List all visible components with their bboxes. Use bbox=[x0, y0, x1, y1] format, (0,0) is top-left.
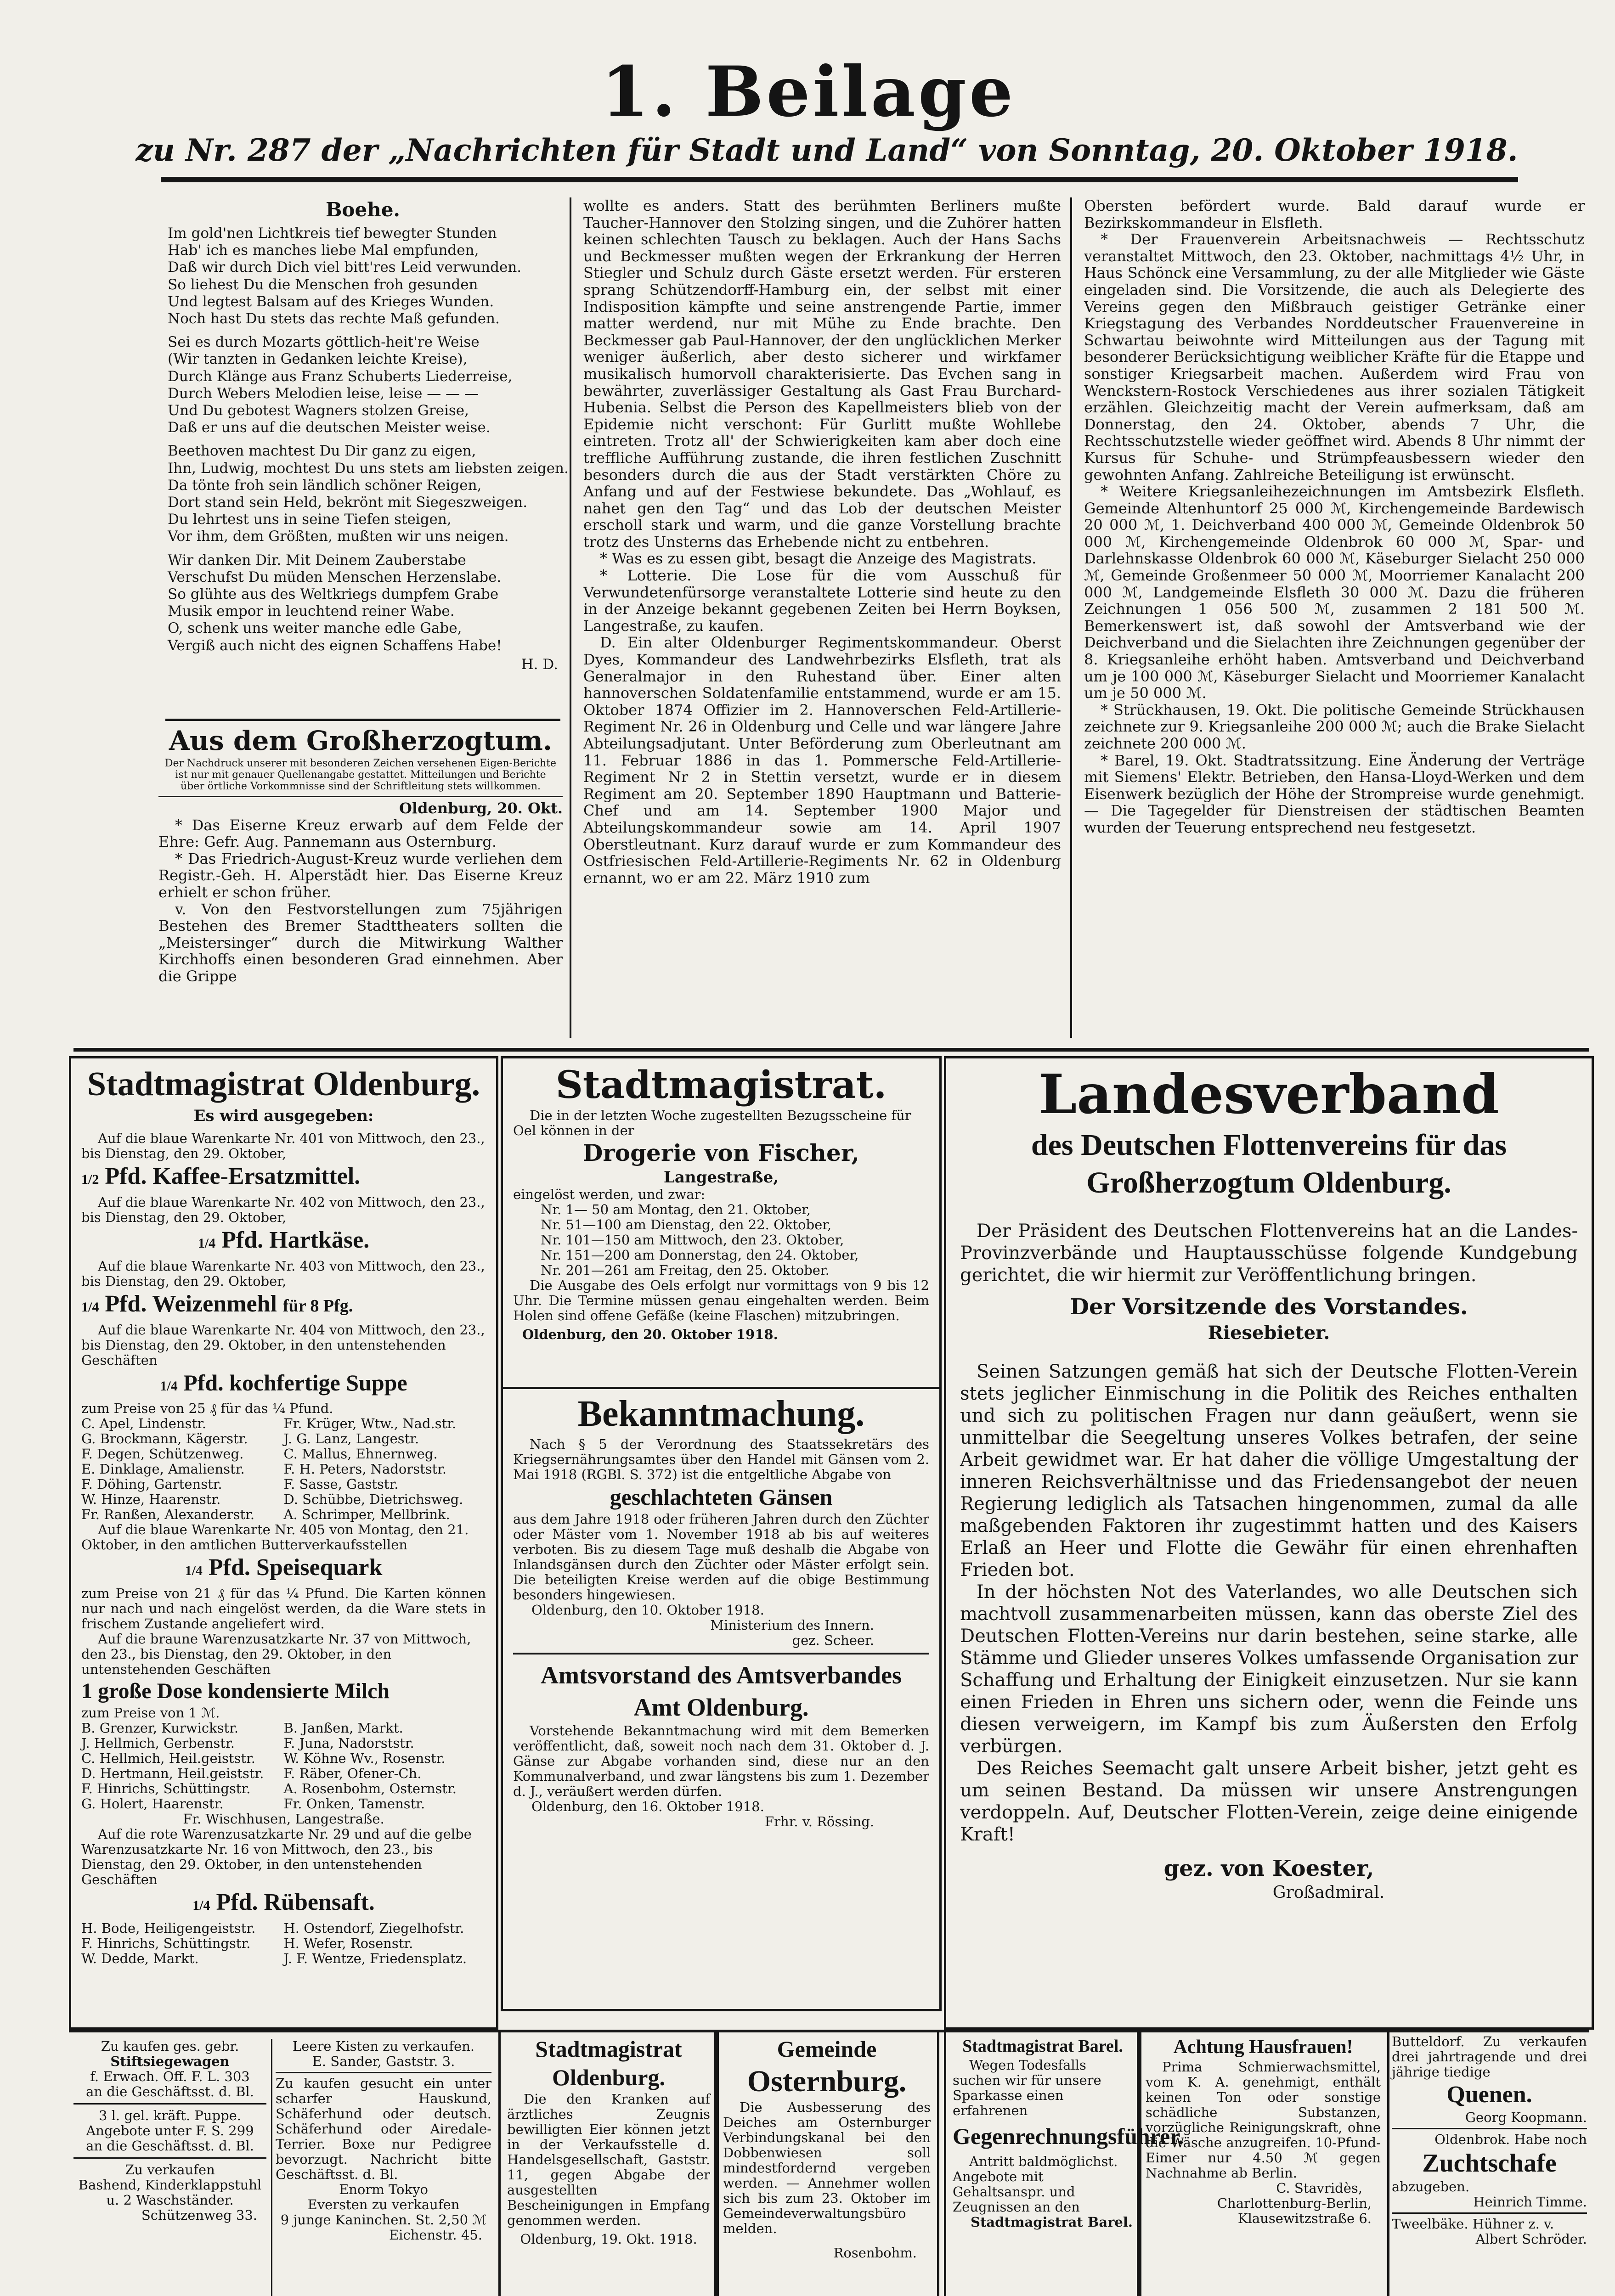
shop-entry: Fr. Ranßen, Alexanderstr. bbox=[81, 1507, 255, 1522]
ad-landesverband-flottenverein bbox=[944, 1056, 1594, 2030]
ad5-t2: Seinen Satzungen gemäß hat sich der Deutsche Flotten-Verein stets jeglicher Einmischung in die Politik des Reiches enthalten und sich zu politischen Fragen nur dann geäußert, wenn sie unmittelbar die Seegeltung unseres Volkes betrafen, der seine Arbeit gewidmet war. Er hat daher die völlige Umgestaltung der inneren Reichsverhältnisse und das Friedensangebot der neuen Regierung lediglich als Tatsachen hingenommen, zumal da alle maßgebenden Faktoren ihr zugestimmt hatten und des Kaisers Erlaß an Heer und Flotte die Gewähr für einen ehrenhaften Frieden bot. bbox=[960, 1361, 1578, 1581]
poem-line: Da tönte froh sein ländlich schöner Reigen, bbox=[168, 477, 482, 494]
poem-line: Musik empor in leuchtend reiner Wabe. bbox=[168, 603, 455, 620]
ad-line: Angebote unter F. S. 299 bbox=[86, 2123, 254, 2138]
fraction: 1/4 bbox=[81, 1300, 99, 1315]
rightcol-p2: * Der Frauenverein Arbeitsnachweis — Rechtsschutz veranstaltet Mittwoch, den 23. Oktober, nachmittags 4½ Uhr, in Haus Schönck eine Versammlung, zu der alle Mitglieder wie Gäste eingeladen sind. Die Vorsitzende, die auch als Delegierte des Vereins gegen den Mißbrauch geistiger Getränke einer Kriegstagung des Verbandes Norddeutscher Frauenvereine in Schwartau beiwohnte wird Mitteilungen aus der Tagung mit besonderer Berücksichtigung weiblicher Kräfte für die Etappe und sonstiger Kriegsarbeit machen. Außerdem wird Frau von Wenckstern-Rostock Verschiedenes aus ihrer sozialen Tätigkeit erzählen. Gleichzeitig macht der Verein aufmerksam, daß am Donnerstag, den 24. Oktober, abends 7 Uhr, die Rechtsschutzstelle wieder geöffnet wird. Abends 8 Uhr nimmt der Kursus für Schuhe- und Strümpfeausbessern wieder den gewohnten Anfang. Zahlreiche Beteiligung ist erwünscht. bbox=[1084, 231, 1585, 484]
schedule-row: Nr. 51—100 am Dienstag, den 22. Oktober, bbox=[541, 1217, 832, 1232]
col-rule-2 bbox=[1070, 197, 1072, 1038]
shop-row bbox=[81, 1736, 486, 1751]
ad-title: Achtung Hausfrauen! bbox=[1173, 2037, 1353, 2058]
poem-line: Vor ihm, dem Größten, mußten wir uns neigen. bbox=[168, 528, 509, 545]
fraction: 1/4 bbox=[198, 1236, 216, 1251]
col-rule-1 bbox=[570, 197, 571, 1038]
ad1-i4-price: zum Preise von 25 ₰ für das ¼ Pfund. bbox=[81, 1401, 333, 1416]
ad1-i4-pre: Auf die blaue Warenkarte Nr. 404 von Mittwoch, den 23., bis Dienstag, den 29. Oktober, in den untenstehenden Geschäften bbox=[81, 1322, 485, 1368]
poem-line: Noch hast Du stets das rechte Maß gefunden. bbox=[168, 310, 500, 327]
ad2-shop: Drogerie von Fischer, bbox=[583, 1139, 859, 1166]
ad-sig: Heinrich Timme. bbox=[1473, 2194, 1587, 2210]
ad-divider bbox=[1392, 2128, 1587, 2129]
ad1-shoplist-2-extra: Fr. Wischhusen, Langestraße. bbox=[183, 1811, 384, 1827]
shop-entry: Fr. Krüger, Wtw., Nad.str. bbox=[283, 1416, 457, 1431]
ad-line: f. Erwach. Off. F. L. 303 bbox=[90, 2069, 250, 2084]
shop-entry: G. Holert, Haarenstr. bbox=[81, 1796, 224, 1812]
fraction: 1/4 bbox=[192, 1898, 210, 1913]
grossherzog-p3: v. Von den Festvorstellungen zum 75jährigen Bestehen des Bremer Stadttheaters sollten die „Meistersinger“ durch die Mitwirkung Walther Kirchhoffs einen besonderen Grad einnehmen. Aber die Grippe bbox=[158, 900, 563, 985]
midcol-p2: * Was es zu essen gibt, besagt die Anzeige des Magistrats. bbox=[600, 550, 1037, 568]
shop-entry: J. F. Wentze, Friedensplatz. bbox=[283, 1951, 467, 1966]
ad-sig: Rosenbohm. bbox=[833, 2245, 917, 2261]
ad4-sig: Frhr. v. Rössing. bbox=[765, 1814, 874, 1829]
ad1-i6-pre: Auf die braune Warenzusatzkarte Nr. 37 von Mittwoch, den 23., bis Dienstag, den 29. Oktober, in den untenstehenden Geschäften bbox=[81, 1631, 471, 1677]
ad-sig: C. Stavridès, bbox=[1276, 2180, 1362, 2196]
shop-entry: F. H. Peters, Nadorststr. bbox=[283, 1461, 447, 1477]
shop-entry: E. Dinklage, Amalienstr. bbox=[81, 1461, 245, 1477]
ad2-rows bbox=[541, 1202, 929, 1278]
ad-title: Gemeinde bbox=[777, 2036, 877, 2062]
ad1-shoplist-2 bbox=[81, 1721, 486, 1812]
ad-text: Tweelbäke. Hühner z. v. bbox=[1392, 2216, 1554, 2232]
ad-line: 9 junge Kaninchen. St. 2,50 ℳ bbox=[280, 2212, 487, 2228]
ad5-rank: Großadmiral. bbox=[1272, 1883, 1385, 1902]
ad1-i1 bbox=[81, 1161, 486, 1195]
shop-entry: C. Mallus, Ehnernweg. bbox=[283, 1446, 438, 1462]
ad1-title: Stadtmagistrat Oldenburg. bbox=[87, 1065, 480, 1103]
shop-entry: D. Schübbe, Dietrichsweg. bbox=[283, 1491, 463, 1507]
shop-row bbox=[81, 1766, 486, 1781]
ad-line: Bashend, Kinderklappstuhl bbox=[78, 2177, 262, 2193]
ad-text: Die Ausbesserung des Deiches am Osternburger Verbindungskanal bei den Dobbenwiesen soll mindestfordernd vergeben werden. — Annehmer wollen sich bis zum 23. Oktober im Gemeindeverwaltungsbüro melden. bbox=[723, 2099, 931, 2236]
ad3-sig1: Ministerium des Innern. bbox=[710, 1617, 874, 1633]
small-ad-divider bbox=[271, 2039, 272, 2296]
poem-stanza-3 bbox=[168, 443, 569, 545]
ad-line: Stiftsiegewagen bbox=[110, 2054, 230, 2069]
ad3-t1: Nach § 5 der Verordnung des Staatssekretärs des Kriegsernährungsamtes über den Handel mit Gänsen vom 2. Mai 1918 (RGBl. S. 372) ist die entgeltliche Abgabe von bbox=[513, 1436, 929, 1482]
ad-small-1 bbox=[73, 2039, 266, 2296]
ad2-title: Stadtmagistrat. bbox=[555, 1063, 887, 1107]
shop-row bbox=[81, 1951, 486, 1966]
ad4-t1: Vorstehende Bekanntmachung wird mit dem Bemerken veröffentlicht, daß, soweit noch nach dem 31. Oktober d. J. Gänse zur Abgabe vorhanden sind, diese nur an den Kommunalverband, und zwar längstens bis zum 1. Dezember d. J., veräußert werden dürfen. bbox=[513, 1723, 929, 1799]
ad-sig: Klausewitzstraße 6. bbox=[1237, 2211, 1372, 2226]
ad-line: Zu kaufen gesucht ein unter scharfer Hauskund, Schäferhund oder deutsch. Schäferhund oder Airedale-Terrier. Boxe nur Pedigree bevorzugt. Nachricht bitte Geschäftsst. d. Bl. bbox=[276, 2076, 491, 2182]
poem-line: Ihn, Ludwig, mochtest Du uns stets am liebsten zeigen. bbox=[168, 460, 569, 477]
shop-entry: A. Schrimper, Mellbrink. bbox=[283, 1507, 450, 1522]
shop-entry: C. Hellmich, Heil.geiststr. bbox=[81, 1750, 255, 1766]
shop-entry: B. Janßen, Markt. bbox=[283, 1720, 403, 1736]
schedule-row: Nr. 201—261 am Freitag, den 25. Oktober. bbox=[541, 1262, 830, 1278]
ad1-i5 bbox=[81, 1553, 486, 1586]
ad-text: Butteldorf. Zu verkaufen drei jahrtragende und drei jährige tiedige bbox=[1392, 2034, 1587, 2080]
item: Pfd. Kaffee-Ersatzmittel. bbox=[105, 1163, 361, 1189]
ad1-i1-pre: Auf die blaue Warenkarte Nr. 401 von Mittwoch, den 23., bis Dienstag, den 29. Oktober, bbox=[81, 1131, 485, 1161]
shop-entry: D. Hertmann, Heil.geiststr. bbox=[81, 1766, 264, 1781]
grossherzog-dateline: Oldenburg, 20. Okt. bbox=[399, 799, 563, 817]
ad2-date: Oldenburg, den 20. Oktober 1918. bbox=[522, 1327, 778, 1342]
ad1-i5-text: zum Preise von 21 ₰ für das ¼ Pfund. Die Karten können nur nach und nach eingelöst werden, da die Ware stets in frischem Zustande angeliefert wird. bbox=[81, 1586, 486, 1632]
item: Pfd. Speisequark bbox=[208, 1554, 383, 1581]
shop-row bbox=[81, 1492, 486, 1507]
midcol-p1: wollte es anders. Statt des berühmten Berliners mußte Taucher-Hannover den Stolzing singen, und die Zuhörer hatten keinen schlechten Tausch zu beklagen. Auch der Hans Sachs und Beckmesser mußten wegen der Erkrankung der Herren Stiegler und Schulz durch Gäste ersetzt werden. Für ersteren sprang Schützendorff-Hamburg ein, der selbst mit einer Indisposition kämpfte und seine anstrengende Partie, immer matter werdend, nur mit Mühe zu Ende brachte. Den Beckmesser gab Paul-Hannover, der den unglücklichen Merker weniger äußerlich, aber desto sicherer und wirkfamer musikalisch humorvoll charakterisierte. Das Evchen sang in bewährter, zuverlässiger Gestaltung als Gast Frau Burchard-Hubenia. Selbst die Person des Kapellmeisters blieb von der Epidemie nicht verschont: Für Gurlitt mußte Wohllebe eintreten. Trotz all' der Schwierigkeiten kam aber doch eine treffliche Aufführung zustande, die ihren festlichen Zuschnitt besonders durch die aus der Stadt verstärkten Chöre zu Anfang und auf der Festwiese bekundete. Das „Wohlauf, es nahet gen den Tag“ und das Lob der deutschen Meister erscholl stark und warm, und die ganze Vorstellung brachte trotz des Unsterns das Erhebende nicht zu entbehren. bbox=[583, 197, 1061, 551]
midcol-p4: D. Ein alter Oldenburger Regimentskommandeur. Oberst Dyes, Kommandeur des Landwehrbezirks Elsfleth, trat als Generalmajor in den Ruhestand über. Einer alten hannoverschen Soldatenfamilie entstammend, wurde er am 15. Oktober 1874 Offizier im 2. Hannoverschen Feld-Artillerie-Regiment Nr. 26 in Oldenburg und Celle und war längere Jahre Abteilungsadjutant. Unter Beförderung zum Oberleutnant am 11. Februar 1886 in das 1. Pommersche Feld-Artillerie-Regiment Nr 2 in Stettin versetzt, wurde er in diesem Regiment am 20. September 1890 Hauptmann und Batterie-Chef und am 14. September 1900 Major und Abteilungskommandeur sowie am 14. April 1907 Oberstleutnant. Kurz darauf wurde er zum Kommandeur des Ostfriesischen Feld-Artillerie-Regiments Nr. 62 in Oldenburg ernannt, wo er am 22. März 1910 zum bbox=[583, 634, 1061, 887]
shop-entry: H. Bode, Heiligengeiststr. bbox=[81, 1920, 256, 1936]
item: Pfd. Rübensaft. bbox=[216, 1889, 375, 1915]
poem-stanza-1 bbox=[168, 225, 558, 327]
poem-divider bbox=[165, 719, 560, 721]
ad3-item: geschlachteten Gänsen bbox=[610, 1484, 833, 1510]
poem-line: Dort stand sein Held, bekrönt mit Siegeszweigen. bbox=[168, 494, 528, 511]
item: Pfd. Weizenmehl bbox=[105, 1291, 277, 1317]
ad-small-2 bbox=[276, 2039, 491, 2296]
ad5-name: Riesebieter. bbox=[1208, 1322, 1330, 1344]
ad-line: Eversten zu verkaufen bbox=[307, 2197, 460, 2212]
right-column bbox=[1084, 197, 1585, 1038]
ad3-sig2: gez. Scheer. bbox=[792, 1632, 874, 1648]
ad1-i2-pre: Auf die blaue Warenkarte Nr. 402 von Mittwoch, den 23., bis Dienstag, den 29. Oktober, bbox=[81, 1194, 485, 1225]
ad4-title1: Amtsvorstand des Amtsverbandes bbox=[540, 1661, 902, 1689]
ad2-t1: Die in der letzten Woche zugestellten Bezugsscheine für Oel können in der bbox=[513, 1108, 911, 1138]
schedule-row: Nr. 101—150 am Mittwoch, den 23. Oktober, bbox=[541, 1232, 844, 1248]
fraction: 1/4 bbox=[185, 1563, 203, 1578]
shop-entry: W. Köhne Wv., Rosenstr. bbox=[283, 1750, 446, 1766]
ad-date: Oldenburg, 19. Okt. 1918. bbox=[520, 2231, 697, 2247]
ad-text: Prima Schmierwachsmittel, vom K. A. genehmigt, enthält keinen Ton oder sonstige schädliche Substanzen, vorzügliche Reinigungskraft, ohne die Wäsche anzugreifen. 10-Pfund-Eimer nur 4.50 ℳ gegen Nachnahme ab Berlin. bbox=[1146, 2059, 1381, 2181]
shop-entry: J. G. Lanz, Langestr. bbox=[283, 1431, 419, 1446]
poem-line: Wir danken Dir. Mit Deinem Zauberstabe bbox=[168, 551, 466, 568]
ad-line: Eichenstr. 45. bbox=[389, 2227, 482, 2243]
poem-line: Daß wir durch Dich viel bitt'res Leid verwunden. bbox=[168, 259, 522, 276]
poem-stanza-4 bbox=[168, 552, 558, 654]
shop-row bbox=[81, 1477, 486, 1492]
shop-entry: F. Hinrichs, Schüttingstr. bbox=[81, 1936, 251, 1951]
shop-row bbox=[81, 1936, 486, 1951]
poem-line: So glühte aus des Weltkriegs dumpfem Grabe bbox=[168, 586, 499, 603]
shop-entry: F. Juna, Nadorststr. bbox=[283, 1735, 414, 1751]
ad5-t4: Des Reiches Seemacht galt unsere Arbeit bisher, jetzt geht es um seinen Bestand. Da müssen wir unsere Anstrengungen verdoppeln. Auf, Deutscher Flotten-Verein, zeige deine einigende Kraft! bbox=[960, 1758, 1578, 1845]
ad1-i3 bbox=[81, 1289, 486, 1322]
ad-sig: Georg Koopmann. bbox=[1465, 2110, 1587, 2125]
ad-stadtmagistrat-oldenburg bbox=[69, 1056, 498, 2030]
shop-entry: F. Räber, Ofener-Ch. bbox=[283, 1766, 422, 1781]
poem-line: Hab' ich es manches liebe Mal empfunden, bbox=[168, 242, 479, 259]
ad-stadtmagistrat-oel bbox=[501, 1056, 942, 1389]
ad5-title2: des Deutschen Flottenvereins für das Großherzogtum Oldenburg. bbox=[1031, 1128, 1507, 1199]
ad-sig: Charlottenburg-Berlin, bbox=[1217, 2195, 1372, 2211]
poem-line: (Wir tanzten in Gedanken leichte Kreise), bbox=[168, 351, 468, 368]
poem-line: Und Du gebotest Wagners stolzen Greise, bbox=[168, 402, 469, 419]
poem-line: Sei es durch Mozarts göttlich-heit're Weise bbox=[168, 334, 480, 351]
poem-line: Beethoven machtest Du Dir ganz zu eigen, bbox=[168, 443, 476, 460]
poem-column bbox=[168, 197, 569, 716]
ad1-i4 bbox=[81, 1368, 486, 1401]
ad-sig: Stadtmagistrat Barel. bbox=[971, 2214, 1133, 2230]
section-rule bbox=[73, 1048, 1589, 1052]
ad-small-quenen bbox=[1392, 2034, 1587, 2296]
grossherzog-p2: * Das Friedrich-August-Kreuz wurde verliehen dem Registr.-Geh. H. Alperstädt hier. Das Eiserne Kreuz erhielt er schon früher. bbox=[158, 850, 563, 901]
shop-row bbox=[81, 1781, 486, 1796]
poem-stanza-2 bbox=[168, 334, 558, 436]
midcol-p3: * Lotterie. Die Lose für die vom Ausschuß für Verwundetenfürsorge veranstaltete Lotterie sind heute zu den in der Anzeige bekannt gegebenen Zeiten bei Herrn Boyksen, Langestraße, zu kaufen. bbox=[583, 567, 1061, 635]
middle-column bbox=[583, 197, 1061, 1038]
schedule-row: Nr. 151—200 am Donnerstag, den 24. Oktober, bbox=[541, 1247, 859, 1263]
beilage-title: 1. Beilage bbox=[601, 51, 1016, 132]
ad-divider bbox=[1392, 2212, 1587, 2214]
ad-line: Zu kaufen ges. gebr. bbox=[101, 2038, 239, 2054]
ad4-title2: Amt Oldenburg. bbox=[633, 1694, 809, 1721]
grossherzog-note-rule bbox=[158, 796, 563, 797]
ad3-date: Oldenburg, den 10. Oktober 1918. bbox=[531, 1602, 764, 1618]
ad-text: Wegen Todesfalls suchen wir für unsere Sparkasse einen erfahrenen bbox=[953, 2057, 1101, 2118]
shop-entry: W. Hinze, Haarenstr. bbox=[81, 1491, 221, 1507]
ad1-i3-pre: Auf die blaue Warenkarte Nr. 403 von Mittwoch, den 23., bis Dienstag, den 29. Oktober, bbox=[81, 1258, 485, 1289]
ad-divider bbox=[73, 2157, 266, 2159]
ad-title: Osternburg. bbox=[747, 2065, 907, 2098]
ad2-t3: Die Ausgabe des Oels erfolgt nur vormittags von 9 bis 12 Uhr. Die Termine müssen genau eingehalten werden. Beim Holen sind offene Gefäße (keine Flaschen) mitzubringen. bbox=[513, 1277, 929, 1323]
shop-entry: F. Sasse, Gaststr. bbox=[283, 1476, 399, 1492]
ad-line: E. Sander, Gaststr. 3. bbox=[312, 2054, 455, 2069]
shop-row bbox=[81, 1431, 486, 1446]
item: Pfd. kochfertige Suppe bbox=[183, 1370, 407, 1396]
ad-title: Oldenburg. bbox=[552, 2065, 665, 2090]
ad-bekanntmachung bbox=[501, 1387, 942, 2011]
rightcol-p5: * Barel, 19. Okt. Stadtratssitzung. Eine Änderung der Verträge mit Siemens' Elektr. Betrieben, den Hansa-Lloyd-Werken und dem Eisenwerk bezüglich der Höhe der Strompreise wurde genehmigt. — Die Tagegelder für Dienstreisen der städtischen Beamten wurden der Teuerung entsprechend neu festgesetzt. bbox=[1084, 751, 1585, 836]
poem-line: Daß er uns auf die deutschen Meister weise. bbox=[168, 419, 491, 436]
ad1-shoplist-3 bbox=[81, 1921, 486, 1966]
ad-divider bbox=[276, 2072, 491, 2073]
shop-entry: F. Hinrichs, Schüttingstr. bbox=[81, 1781, 251, 1796]
ad-text: Oldenbrok. Habe noch bbox=[1434, 2132, 1587, 2147]
ad5-title1: Landesverband bbox=[1039, 1062, 1499, 1126]
masthead-rule bbox=[161, 177, 1518, 182]
shop-entry: Fr. Onken, Tamenstr. bbox=[283, 1796, 425, 1812]
ad-item: Quenen. bbox=[1446, 2082, 1532, 2108]
shop-row bbox=[81, 1921, 486, 1936]
fraction: 1/2 bbox=[81, 1172, 99, 1187]
shop-row bbox=[81, 1507, 486, 1522]
ad-title: Stadtmagistrat bbox=[535, 2036, 682, 2062]
rightcol-p4: * Strückhausen, 19. Okt. Die politische Gemeinde Strückhausen zeichnete zur 9. Kriegsanleihe 200 000 ℳ; auch die Brake Sielacht zeichnete 200 000 ℳ. bbox=[1084, 701, 1585, 752]
ad3-rule bbox=[513, 1653, 929, 1654]
ad-line: an die Geschäftsst. d. Bl. bbox=[86, 2084, 254, 2099]
ad2-street: Langestraße, bbox=[663, 1168, 779, 1187]
ad-small-hausfrauen bbox=[1137, 2030, 1389, 2296]
ad3-t2: aus dem Jahre 1918 oder früheren Jahren durch den Züchter oder Mäster vom 1. November 1918 ab bis auf weiteres verboten. Bis zu diesem Tage muß deshalb die Abgabe von Inlandsgänsen durch den Züchter oder Mäster erfolgt sein. Die beteiligten Kreise werden auf die obige Bestimmung besonders hingewiesen. bbox=[513, 1511, 929, 1603]
ad-small-magistrat-eier bbox=[498, 2030, 719, 2296]
issue-subtitle: zu Nr. 287 der „Nachrichten für Stadt und Land“ von Sonntag, 20. Oktober 1918. bbox=[136, 132, 1518, 168]
shop-entry: W. Dedde, Markt. bbox=[81, 1951, 199, 1966]
ad-text: Die den Kranken auf ärztliches Zeugnis bewilligten Eier können jetzt in der Verkaufsstelle d. Handelsgesellschaft, Gaststr. 11, gegen Abgabe der ausgestellten Bescheinigungen in Empfang genommen werden. bbox=[507, 2091, 710, 2228]
poem-title: Boehe. bbox=[325, 198, 401, 221]
shop-row bbox=[81, 1796, 486, 1812]
shop-entry: A. Rosenbohm, Osternstr. bbox=[283, 1781, 457, 1796]
schedule-row: Nr. 1— 50 am Montag, den 21. Oktober, bbox=[541, 1202, 811, 1217]
poem-line: Durch Webers Melodien leise, leise — — — bbox=[168, 385, 479, 402]
ad1-i2 bbox=[81, 1225, 486, 1259]
fraction: 1/4 bbox=[160, 1379, 178, 1394]
poem-line: Durch Klänge aus Franz Schuberts Liederreise, bbox=[168, 368, 513, 385]
poem-line: Verschufst Du müden Menschen Herzenslabe. bbox=[168, 568, 502, 585]
shop-entry: F. Döhing, Gartenstr. bbox=[81, 1476, 222, 1492]
ad-line: 3 l. gel. kräft. Puppe. bbox=[98, 2108, 242, 2123]
ad1-shoplist-1 bbox=[81, 1416, 486, 1522]
ad-small-osternburg bbox=[714, 2030, 939, 2296]
rightcol-p3: * Weitere Kriegsanleihezeichnungen im Amtsbezirk Elsfleth. Gemeinde Altenhuntorf 25 000 ℳ, Kirchengemeinde Bardewisch 20 000 ℳ, 1. Deichverband 400 000 ℳ, Gemeinde Oldenbrok 50 000 ℳ, Kirchengemeinde Oldenbrok 60 000 ℳ, Spar- und Darlehnskasse Oldenbrok 60 000 ℳ, Käseburger Sielacht 250 000 ℳ, Gemeinde Großenmeer 50 000 ℳ, Moorriemer Kanalacht 200 000 ℳ, Landgemeinde Elsfleth 30 000 ℳ. Dazu die früheren Zeichnungen 1 056 500 ℳ, zusammen 2 181 500 ℳ. Bemerkenswert ist, daß sowohl der Amtsverband wie der Deichverband und die Sielachten ihre Zeichnungen gegenüber der 8. Kriegsanleihe erhöht haben. Amtsverband und Deichverband um je 100 000 ℳ, Käseburger Sielacht und Moorriemer Kanalacht um je 50 000 ℳ. bbox=[1084, 483, 1585, 702]
shop-row bbox=[81, 1721, 486, 1736]
poem-signature: H. D. bbox=[521, 656, 558, 673]
ad-item: Zuchtschafe bbox=[1422, 2149, 1557, 2178]
poem-line: Du lehrtest uns in seine Tiefen steigen, bbox=[168, 511, 452, 528]
shop-entry: F. Degen, Schützenweg. bbox=[81, 1446, 244, 1462]
ad-line: Schützenweg 33. bbox=[141, 2207, 257, 2223]
ad5-t1: Der Präsident des Deutschen Flottenvereins hat an die Landes-Provinzverbände und Hauptausschüsse folgende Kundgebung gerichtet, die wir hiermit zur Veröffentlichung bringen. bbox=[960, 1221, 1578, 1286]
ad1-i6-price: zum Preise von 1 ℳ. bbox=[81, 1705, 220, 1721]
poem-line: Im gold'nen Lichtkreis tief bewegter Stunden bbox=[168, 225, 497, 242]
ad-line: Zu verkaufen bbox=[125, 2162, 215, 2178]
ad5-t3: In der höchsten Not des Vaterlandes, wo alle Deutschen sich machtvoll zusammenarbeiten müssen, kann das oberste Ziel des Deutschen Flotten-Vereins nur darin bestehen, seine starke, alle Stämme und Glieder unseres Volkes umfassende Organisation zur Schaffung und Erhaltung der Einigkeit einzusetzen. Nur sie kann einen Frieden in Ehren uns sichern oder, wenn die Feinde uns diesen verweigern, im Kampf bis zum Äußersten den Erfolg verbürgen. bbox=[960, 1581, 1578, 1757]
ad-line: u. 2 Waschständer. bbox=[106, 2192, 234, 2208]
poem-line: Vergiß auch nicht des eignen Schaffens Habe! bbox=[168, 637, 502, 654]
ad-small-barel bbox=[944, 2030, 1184, 2296]
ad2-t2: eingelöst werden, und zwar: bbox=[513, 1187, 706, 1202]
ad-line: Leere Kisten zu verkaufen. bbox=[292, 2038, 475, 2054]
shop-entry: H. Wefer, Rosenstr. bbox=[283, 1936, 413, 1951]
shop-entry: C. Apel, Lindenstr. bbox=[81, 1416, 207, 1431]
ad1-i6: 1 große Dose kondensierte Milch bbox=[81, 1679, 390, 1703]
ad-item: Gegenrechnungsführer. bbox=[953, 2123, 1184, 2149]
shop-row bbox=[81, 1416, 486, 1431]
ad-divider bbox=[73, 2103, 266, 2105]
shop-entry: J. Hellmich, Gerbenstr. bbox=[81, 1735, 235, 1751]
ad1-sub: Es wird ausgegeben: bbox=[193, 1107, 374, 1125]
ad-text: abzugeben. bbox=[1392, 2179, 1470, 2195]
shop-row bbox=[81, 1446, 486, 1462]
shop-row bbox=[81, 1462, 486, 1477]
rightcol-p1: Obersten befördert wurde. Bald darauf wurde er Bezirkskommandeur in Elsfleth. bbox=[1084, 197, 1585, 231]
ad5-chair: Der Vorsitzende des Vorstandes. bbox=[1070, 1294, 1468, 1320]
ad-title: Stadtmagistrat Barel. bbox=[962, 2037, 1123, 2056]
ad-sig: Albert Schröder. bbox=[1475, 2231, 1587, 2247]
ad5-sig: gez. von Koester, bbox=[1163, 1856, 1374, 1881]
grossherzog-p1: * Das Eiserne Kreuz erwarb auf dem Felde der Ehre: Gefr. Aug. Pannemann aus Osternburg. bbox=[158, 816, 563, 851]
grossherzog-section bbox=[158, 726, 563, 1047]
ad-line: Enorm Tokyo bbox=[339, 2182, 428, 2197]
price: für 8 Pfg. bbox=[282, 1296, 353, 1316]
shop-row bbox=[81, 1751, 486, 1766]
poem-line: So liehest Du die Menschen froh gesunden bbox=[168, 276, 478, 293]
ad1-i7-pre: Auf die rote Warenzusatzkarte Nr. 29 und auf die gelbe Warenzusatzkarte Nr. 16 von Mittwoch, den 23., bis Dienstag, den 29. Oktober, in den untenstehenden Geschäften bbox=[81, 1826, 472, 1887]
shop-entry: G. Brockmann, Kägerstr. bbox=[81, 1431, 248, 1446]
item: Pfd. Hartkäse. bbox=[221, 1227, 370, 1253]
poem-line: O, schenk uns weiter manche edle Gabe, bbox=[168, 620, 462, 637]
ad3-title: Bekanntmachung. bbox=[577, 1394, 865, 1434]
ad-text: Antritt baldmöglichst. Angebote mit Gehaltsanspr. und Zeugnissen an den bbox=[953, 2154, 1118, 2215]
ad1-i5-pre: Auf die blaue Warenkarte Nr. 405 von Montag, den 21. Oktober, in den amtlichen Butterverkaufsstellen bbox=[81, 1522, 469, 1553]
shop-entry: H. Ostendorf, Ziegelhofstr. bbox=[283, 1920, 464, 1936]
ad1-i7 bbox=[81, 1887, 486, 1921]
shop-entry: B. Grenzer, Kurwickstr. bbox=[81, 1720, 239, 1736]
poem-line: Und legtest Balsam auf des Krieges Wunden. bbox=[168, 293, 494, 310]
ad-line: an die Geschäftsst. d. Bl. bbox=[86, 2138, 254, 2154]
grossherzog-note: Der Nachdruck unserer mit besonderen Zeichen versehenen Eigen-Berichte ist nur mit genauer Quellenangabe gestattet. Mitteilungen und Berichte über örtliche Vorkommnisse sind der Schriftleitung stets willkommen. bbox=[164, 758, 557, 792]
ad4-date: Oldenburg, den 16. Oktober 1918. bbox=[531, 1799, 764, 1814]
grossherzog-title: Aus dem Großherzogtum. bbox=[169, 725, 553, 756]
